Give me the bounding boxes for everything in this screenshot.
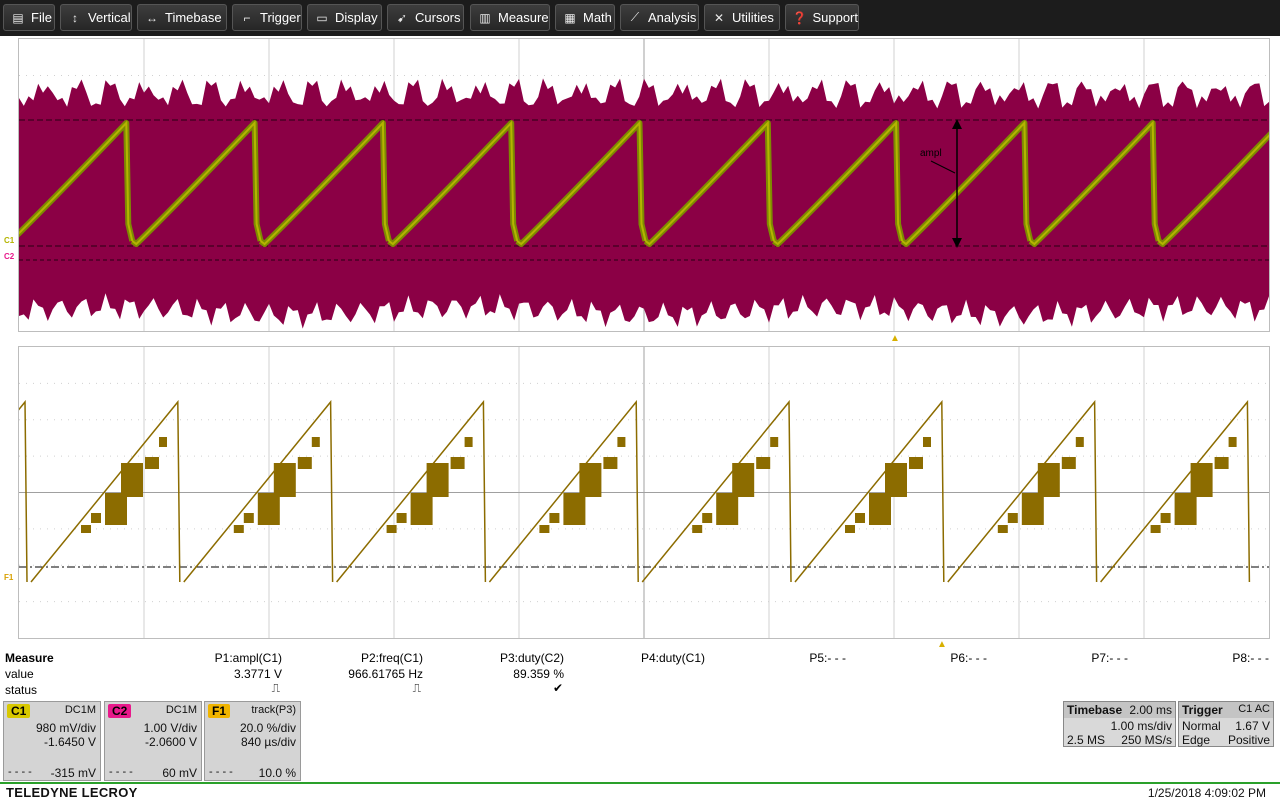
- f1-step-block: [1151, 525, 1161, 533]
- f1-step-block: [298, 457, 312, 469]
- f1-step-block: [617, 437, 625, 447]
- trigger-slope: Positive: [1227, 733, 1270, 747]
- f1-hdiv: 840 µs/div: [241, 735, 296, 749]
- menu-file-button[interactable]: [3, 4, 55, 31]
- menu-math-button[interactable]: [555, 4, 615, 31]
- f1-step-block: [1022, 493, 1044, 525]
- measure-p3-value: 89.359 %: [513, 667, 564, 681]
- trigger-position-marker-f1[interactable]: ▲: [937, 639, 947, 650]
- c1-tag: C1: [7, 704, 30, 718]
- menu-label: Support: [812, 10, 858, 25]
- c2-offset: -2.0600 V: [144, 735, 197, 749]
- trigger-position-marker[interactable]: ▲: [890, 333, 900, 344]
- f1-step-block: [603, 457, 617, 469]
- measure-p3-name[interactable]: P3:duty(C2): [499, 651, 564, 665]
- waveform-plot-top: [19, 39, 1269, 331]
- menu-label: Math: [583, 10, 612, 25]
- f1-step-block: [145, 457, 159, 469]
- brand-logo: TELEDYNE LECROY: [6, 785, 138, 800]
- f1-step-block: [427, 463, 449, 497]
- status-divider: [0, 782, 1280, 784]
- f1-step-block: [234, 525, 244, 533]
- f1-source: track(P3): [251, 704, 296, 716]
- f1-step-block: [1062, 457, 1076, 469]
- f1-step-block: [1191, 463, 1213, 497]
- measure-p2-status: ⎍: [412, 681, 421, 695]
- f1-step-block: [692, 525, 702, 533]
- waveform-plot-bottom: [19, 347, 1269, 638]
- c2-vdiv: 1.00 V/div: [143, 721, 197, 735]
- measure-p3-status: ✔: [552, 681, 563, 695]
- timebase-sample-rate: 250 MS/s: [1121, 733, 1172, 747]
- measure-p2-value: 966.61765 Hz: [348, 667, 423, 681]
- c1-vdiv: 980 mV/div: [35, 721, 96, 735]
- f1-step-block: [91, 513, 101, 523]
- timebase-icon: ↔: [146, 10, 158, 25]
- menu-label: File: [31, 10, 52, 25]
- f1-step-block: [465, 437, 473, 447]
- menu-trigger-button[interactable]: [232, 4, 302, 31]
- menu-cursors-button[interactable]: [387, 4, 464, 31]
- menu-label: Measure: [498, 10, 549, 25]
- ampl-annotation: ampl: [920, 148, 942, 159]
- f1-step-block: [909, 457, 923, 469]
- f1-step-block: [1215, 457, 1229, 469]
- menu-support-button[interactable]: [785, 4, 859, 31]
- f1-step-block: [855, 513, 865, 523]
- measure-icon: ▥: [479, 10, 491, 25]
- c2-coupling: DC1M: [165, 704, 197, 716]
- vertical-icon: ↕: [72, 10, 78, 25]
- measure-p1-value: 3.3771 V: [233, 667, 282, 681]
- f1-step-block: [451, 457, 465, 469]
- f1-step-block: [702, 513, 712, 523]
- menu-label: Timebase: [165, 10, 222, 25]
- c1-bottom-left: - - - -: [8, 766, 32, 778]
- menu-utilities-button[interactable]: [704, 4, 780, 31]
- c1-coupling: DC1M: [64, 704, 96, 716]
- trigger-descriptor[interactable]: [1178, 701, 1274, 747]
- menu-measure-button[interactable]: [470, 4, 550, 31]
- f1-step-block: [998, 525, 1008, 533]
- measure-p5-name[interactable]: P5:- - -: [809, 651, 846, 665]
- trigger-label: Trigger: [1182, 703, 1223, 717]
- menu-bar: [0, 0, 1280, 36]
- f1-step-block: [1229, 437, 1237, 447]
- timebase-delay: 2.00 ms: [1129, 703, 1172, 717]
- measure-p8-name[interactable]: P8:- - -: [1232, 651, 1269, 665]
- f1-step-block: [869, 493, 891, 525]
- trigger-source: C1 AC: [1238, 703, 1270, 715]
- channel-c2-descriptor[interactable]: [104, 701, 202, 781]
- menu-label: Vertical: [88, 10, 131, 25]
- channel-f1-descriptor[interactable]: [204, 701, 301, 781]
- c2-ground-marker[interactable]: C2: [4, 252, 15, 261]
- trigger-level: 1.67 V: [1235, 719, 1270, 733]
- f1-step-block: [549, 513, 559, 523]
- measure-p4-name[interactable]: P4:duty(C1): [640, 651, 705, 665]
- f1-step-block: [756, 457, 770, 469]
- measure-table: [0, 648, 1280, 698]
- waveform-grid-bottom[interactable]: [18, 346, 1270, 639]
- f1-step-block: [1076, 437, 1084, 447]
- f1-tag: F1: [208, 704, 230, 718]
- date-time: 1/25/2018 4:09:02 PM: [1147, 786, 1266, 800]
- f1-step-block: [258, 493, 280, 525]
- f1-step-block: [563, 493, 585, 525]
- f1-step-block: [845, 525, 855, 533]
- measure-p1-name[interactable]: P1:ampl(C1): [214, 651, 282, 665]
- f1-step-block: [923, 437, 931, 447]
- trigger-mode: Normal: [1182, 719, 1221, 733]
- menu-label: Analysis: [648, 10, 697, 25]
- f1-step-block: [244, 513, 254, 523]
- measure-p2-name[interactable]: P2:freq(C1): [360, 651, 423, 665]
- f1-step-block: [732, 463, 754, 497]
- f1-step-block: [716, 493, 738, 525]
- c1-ground-marker[interactable]: C1: [4, 236, 15, 245]
- menu-timebase-button[interactable]: [137, 4, 227, 31]
- f1-step-block: [397, 513, 407, 523]
- waveform-grid-top[interactable]: [18, 38, 1270, 332]
- f1-step-block: [105, 493, 127, 525]
- channel-c1-descriptor[interactable]: [3, 701, 101, 781]
- menu-label: Trigger: [260, 10, 301, 25]
- measure-p6-name[interactable]: P6:- - -: [950, 651, 987, 665]
- display-icon: ▭: [316, 10, 328, 25]
- measure-row-status: status: [5, 683, 38, 697]
- menu-label: Display: [335, 10, 378, 25]
- c2-tag: C2: [108, 704, 131, 718]
- f1-step-block: [1008, 513, 1018, 523]
- f1-ground-marker[interactable]: F1: [4, 573, 14, 582]
- f1-bottom-left: - - - -: [209, 766, 233, 778]
- f1-step-block: [770, 437, 778, 447]
- timebase-samples: 2.5 MS: [1067, 733, 1106, 747]
- f1-step-block: [121, 463, 143, 497]
- measure-p7-name[interactable]: P7:- - -: [1091, 651, 1128, 665]
- f1-bottom-right: 10.0 %: [258, 766, 296, 780]
- f1-step-block: [885, 463, 907, 497]
- f1-step-block: [274, 463, 296, 497]
- menu-label: Cursors: [415, 10, 461, 25]
- trigger-type: Edge: [1182, 733, 1211, 747]
- f1-step-block: [1038, 463, 1060, 497]
- c1-bottom-right: -315 mV: [50, 766, 96, 780]
- f1-step-block: [312, 437, 320, 447]
- f1-vdiv: 20.0 %/div: [239, 721, 296, 735]
- measure-title: Measure: [5, 651, 54, 665]
- measure-row-value: value: [5, 667, 34, 681]
- f1-step-block: [539, 525, 549, 533]
- f1-step-block: [411, 493, 433, 525]
- cursors-icon: ➹: [396, 10, 408, 25]
- menu-vertical-button[interactable]: [60, 4, 132, 31]
- f1-step-block: [159, 437, 167, 447]
- trigger-icon: ⌐: [243, 10, 251, 25]
- measure-p1-status: ⎍: [271, 681, 280, 695]
- analysis-icon: ⟋: [630, 10, 640, 24]
- c1-offset: -1.6450 V: [43, 735, 96, 749]
- menu-label: Utilities: [732, 10, 774, 25]
- menu-display-button[interactable]: [307, 4, 382, 31]
- f1-step-block: [81, 525, 91, 533]
- graticule: [19, 347, 1269, 638]
- menu-analysis-button[interactable]: [620, 4, 699, 31]
- f1-step-block: [579, 463, 601, 497]
- f1-step-block: [1175, 493, 1197, 525]
- support-icon: ❓: [792, 10, 808, 25]
- file-icon: ▤: [12, 10, 24, 25]
- f1-step-block: [1161, 513, 1171, 523]
- math-icon: ▦: [564, 10, 576, 25]
- c2-bottom-left: - - - -: [109, 766, 133, 778]
- timebase-label: Timebase: [1067, 703, 1123, 717]
- f1-step-block: [387, 525, 397, 533]
- utilities-icon: ✕: [713, 10, 725, 25]
- c2-bottom-right: 60 mV: [162, 766, 197, 780]
- timebase-descriptor[interactable]: [1063, 701, 1176, 747]
- timebase-per-div: 1.00 ms/div: [1110, 719, 1172, 733]
